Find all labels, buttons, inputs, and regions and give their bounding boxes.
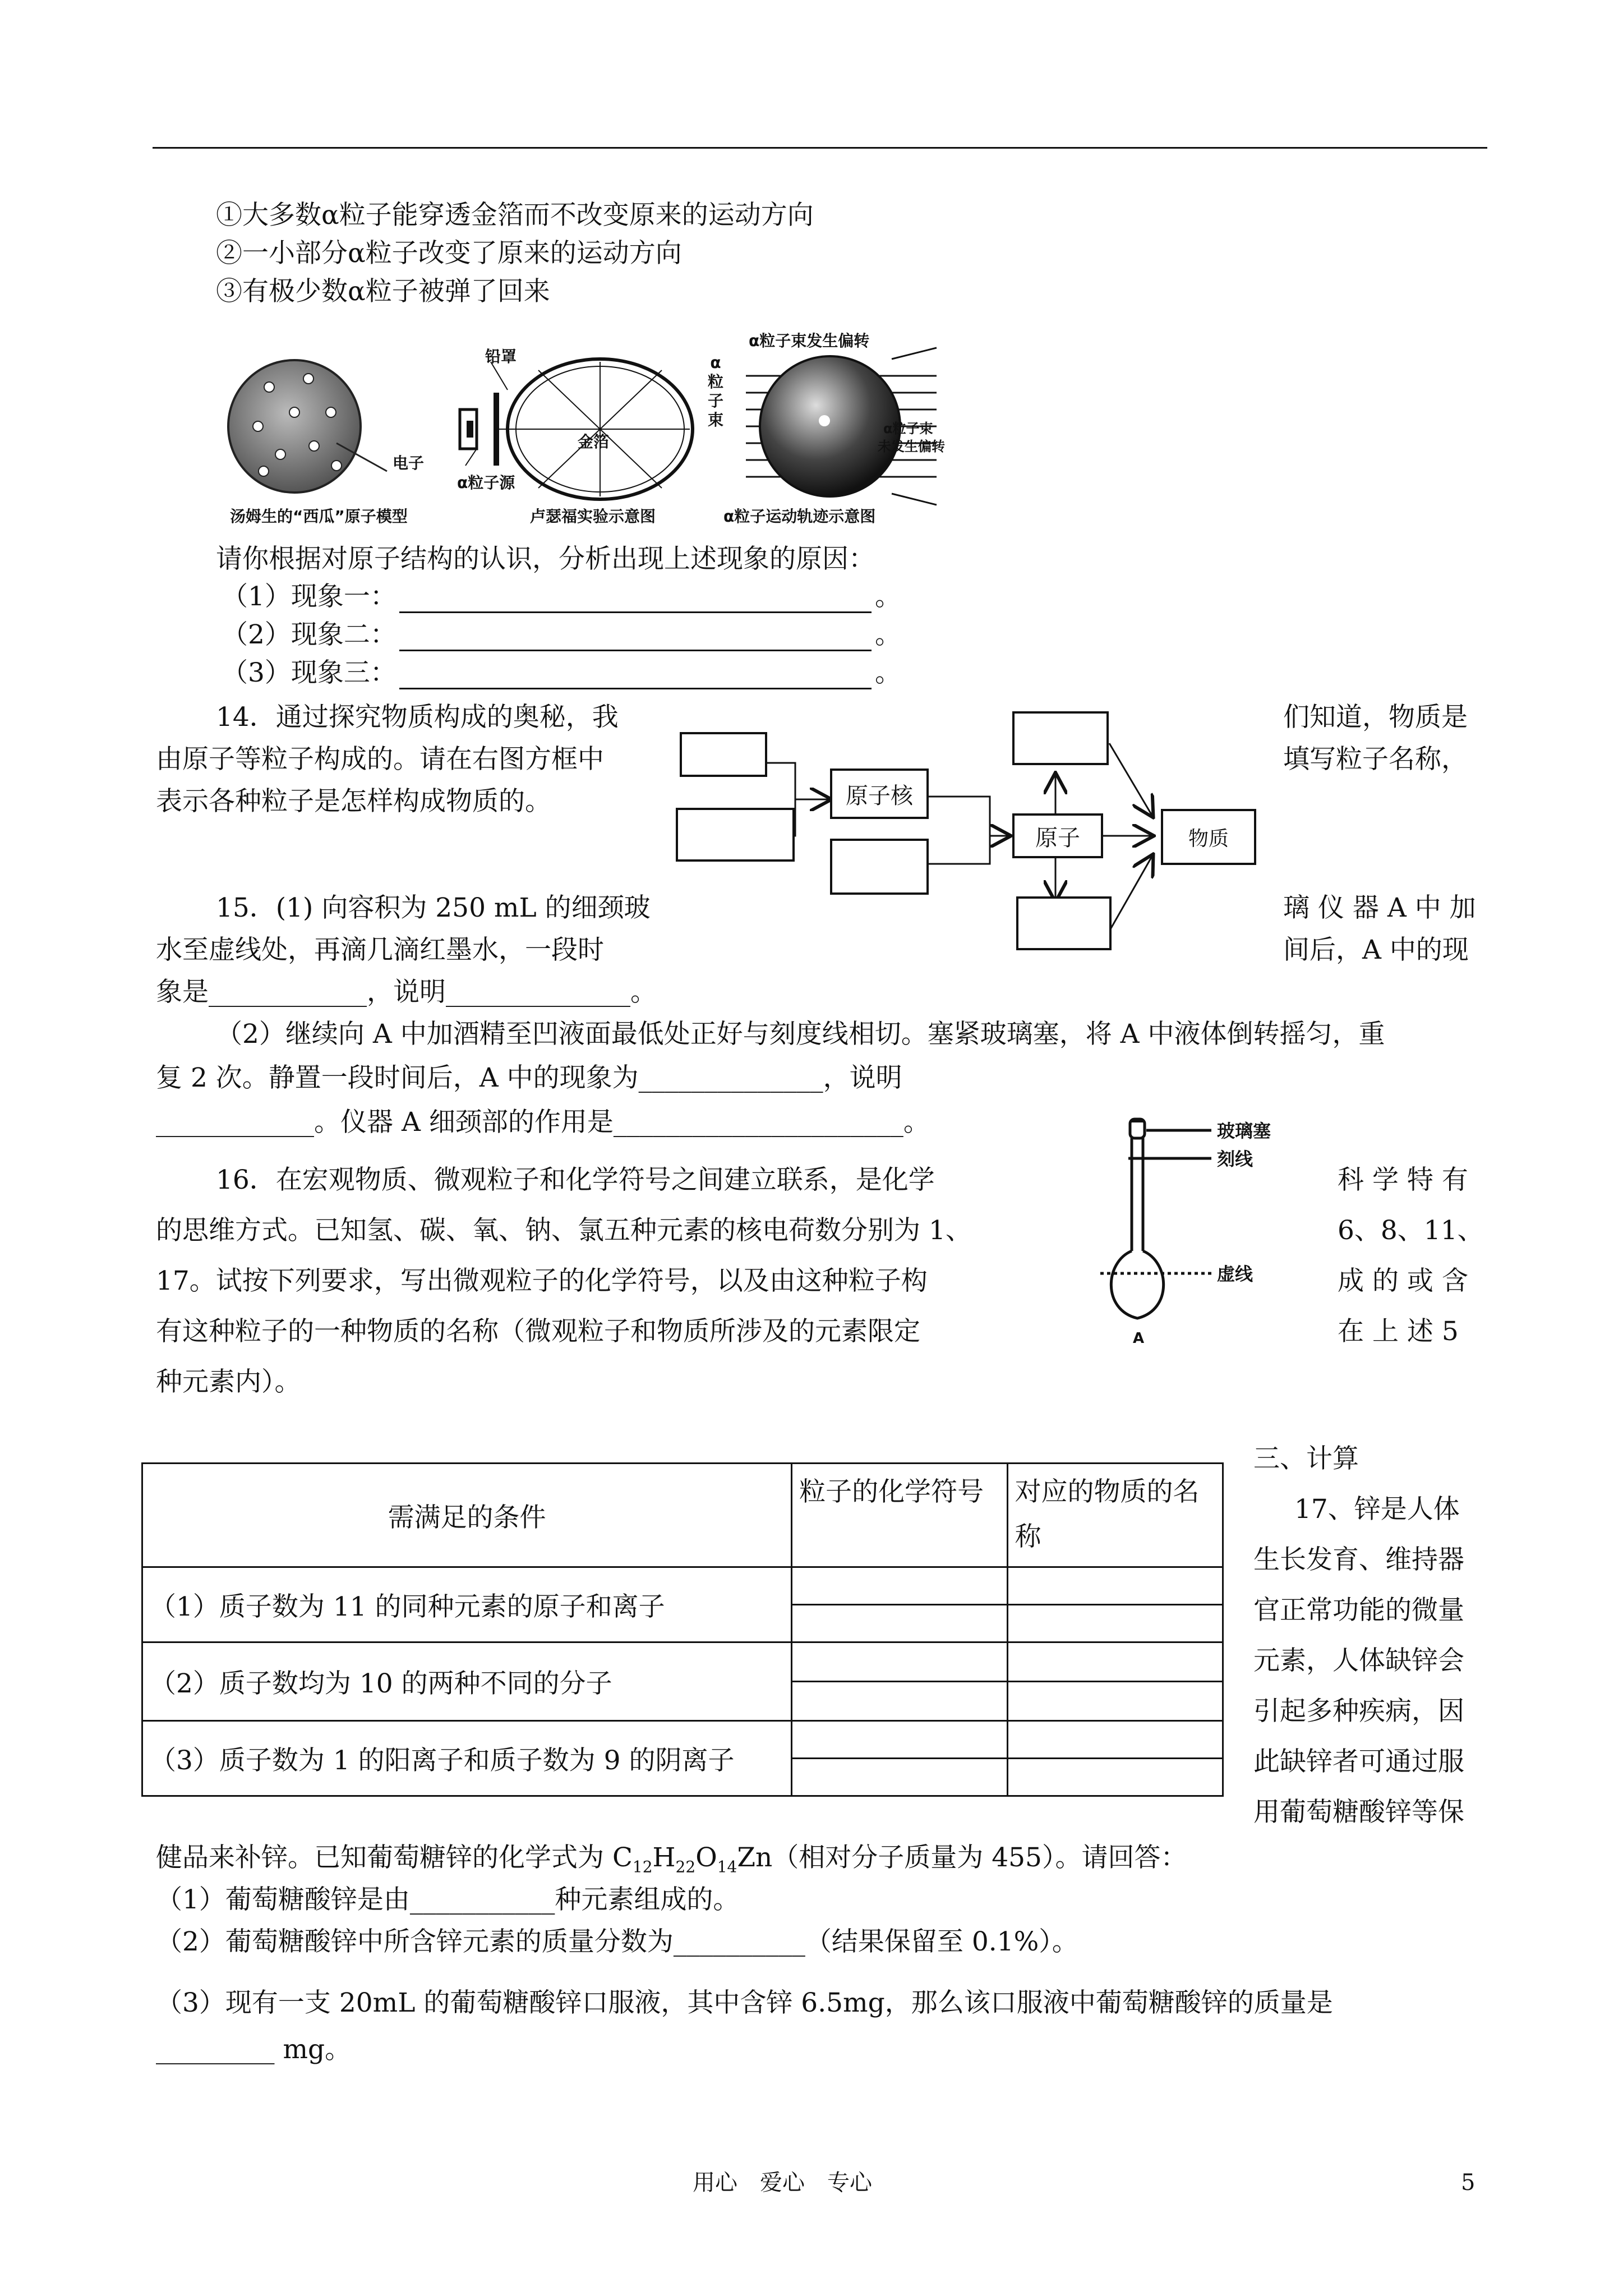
q17-formula-line	[156, 1842, 1187, 1883]
formula-subscript: 22	[675, 1857, 696, 1876]
q17-question-1: （1）葡萄糖酸锌是由___________种元素组成的。	[156, 1884, 740, 1915]
q16-line-2: 的思维方式。已知氢、碳、氧、钠、氯五种元素的核电荷数分别为 1、	[156, 1215, 972, 1246]
q16-line-1: 16．在宏观物质、微观粒子和化学符号之间建立联系，是化学	[216, 1165, 935, 1195]
section-heading: 三、计算	[1253, 1443, 1359, 1474]
q17-side-1: 17、锌是人体	[1294, 1494, 1460, 1525]
alpha-beam-right-label: α粒子束	[883, 421, 933, 436]
q16-right-2: 6、8、11、	[1338, 1215, 1484, 1246]
q14-line-2: 由原子等粒子构成的。请在右图方框中	[156, 744, 604, 775]
q16-line-5: 种元素内）。	[156, 1366, 301, 1397]
table-cell-input[interactable]	[1007, 1721, 1223, 1759]
q17-side-5: 引起多种疾病，因	[1253, 1696, 1464, 1727]
formula-subscript: 14	[717, 1857, 737, 1876]
formula-element: O	[695, 1842, 717, 1873]
table-row-condition: （2）质子数均为 10 的两种不同的分子	[142, 1642, 792, 1721]
table-cell-input[interactable]	[792, 1759, 1007, 1796]
q14-right-1: 们知道，物质是	[1283, 702, 1468, 733]
flask-name-label: A	[1133, 1330, 1145, 1347]
gold-foil-label: 金箔	[578, 432, 610, 451]
q16-right-3: 成 的 或 含	[1338, 1266, 1468, 1296]
particle-box-5[interactable]	[1016, 896, 1112, 950]
q17-side-6: 此缺锌者可通过服	[1253, 1746, 1464, 1777]
footer-motto: 用心 爱心 专心	[693, 2170, 872, 2196]
table-cell-input[interactable]	[792, 1682, 1007, 1721]
phenomenon-2: ②一小部分α粒子改变了原来的运动方向	[216, 238, 682, 269]
flask-dashline-label: 虚线	[1217, 1263, 1253, 1285]
table-header-substance: 对应的物质的名称	[1007, 1464, 1223, 1567]
alpha-beam-char: α	[710, 353, 721, 372]
rutherford-caption: 卢瑟福实验示意图	[530, 507, 656, 526]
page-number: 5	[1461, 2170, 1476, 2196]
q14-line-3: 表示各种粒子是怎样构成物质的。	[156, 786, 551, 817]
q17-side-3: 官正常功能的微量	[1253, 1595, 1464, 1626]
thomson-model-figure	[224, 348, 465, 516]
q17-question-3: （3）现有一支 20mL 的葡萄糖酸锌口服液，其中含锌 6.5mg，那么该口服液中葡萄糖酸锌的质量是	[156, 1987, 1333, 2018]
phenomenon-1: ①大多数α粒子能穿透金箔而不改变原来的运动方向	[216, 200, 814, 231]
table-cell-input[interactable]	[792, 1642, 1007, 1682]
q15-line-2: 水至虚线处，再滴几滴红墨水，一段时	[156, 935, 604, 965]
undeflected-label: 未发生偏转	[878, 439, 945, 454]
q16-right-4: 在 上 述 5	[1338, 1316, 1459, 1347]
q17-question-2: （2）葡萄糖酸锌中所含锌元素的质量分数为__________（结果保留至 0.1%）。	[156, 1926, 1078, 1957]
q17-side-7: 用葡萄糖酸锌等保	[1253, 1797, 1464, 1828]
q13-end-2: 。	[875, 619, 901, 650]
q13-item-1: （1）现象一：	[222, 581, 396, 612]
table-cell-input[interactable]	[1007, 1682, 1223, 1721]
q16-line-4: 有这种粒子的一种物质的名称（微观粒子和物质所涉及的元素限定	[156, 1316, 920, 1347]
nucleus-box: 原子核	[830, 769, 929, 819]
alpha-source-label: α粒子源	[457, 473, 515, 492]
lead-shield-label: 铅罩	[485, 347, 517, 366]
particle-box-2[interactable]	[676, 808, 795, 862]
alpha-beam-char: 子	[707, 392, 723, 410]
flask-stopper-label: 玻璃塞	[1217, 1120, 1271, 1142]
matter-box: 物质	[1161, 809, 1256, 865]
q15-line-3: 象是____________，说明______________。	[156, 977, 657, 1007]
q13-item-3: （3）现象三：	[222, 657, 396, 688]
atom-box: 原子	[1012, 813, 1103, 858]
thomson-caption: 汤姆生的“西瓜”原子模型	[230, 507, 408, 526]
table-row-condition: （3）质子数为 1 的阳离子和质子数为 9 的阴离子	[142, 1721, 792, 1796]
alpha-beam-label	[707, 353, 725, 430]
table-header-condition: 需满足的条件	[142, 1464, 792, 1567]
trajectory-caption: α粒子运动轨迹示意图	[723, 507, 876, 526]
formula-subscript: 12	[632, 1857, 653, 1876]
q15-line-1: 15．(1) 向容积为 250 mL 的细颈玻	[216, 892, 651, 923]
alpha-deflect-label: α粒子束发生偏转	[749, 332, 870, 350]
table-cell-input[interactable]	[1007, 1759, 1223, 1796]
electron-label: 电子	[393, 454, 425, 472]
q15-part2-line-1: （2）继续向 A 中加酒精至凹液面最低处正好与刻度线相切。塞紧玻璃塞，将 A 中液体倒转摇匀，重	[216, 1019, 1385, 1050]
formula-text: 健品来补锌。已知葡萄糖锌的化学式为 C	[156, 1842, 633, 1873]
q13-item-2: （2）现象二：	[222, 619, 396, 650]
q16-line-3: 17。试按下列要求，写出微观粒子的化学符号，以及由这种粒子构	[156, 1266, 928, 1296]
q15-part2-line-3: ____________。仪器 A 细颈部的作用是______________________。	[156, 1107, 930, 1138]
alpha-beam-char: 束	[707, 411, 723, 429]
q14-line-1: 14．通过探究物质构成的奥秘，我	[216, 702, 619, 733]
flask-mark-label: 刻线	[1217, 1148, 1253, 1170]
table-cell-input[interactable]	[1007, 1642, 1223, 1682]
q13-blank-1[interactable]	[399, 611, 872, 613]
q17-side-4: 元素，人体缺锌会	[1253, 1645, 1464, 1676]
formula-element: H	[652, 1842, 676, 1873]
q13-prompt: 请你根据对原子结构的认识，分析出现上述现象的原因：	[216, 544, 875, 574]
table-cell-input[interactable]	[1007, 1605, 1223, 1642]
q13-blank-3[interactable]	[399, 688, 872, 689]
particle-box-4[interactable]	[1012, 711, 1109, 765]
phenomenon-3: ③有极少数α粒子被弹了回来	[216, 276, 550, 307]
q15-part2-line-2: 复 2 次。静置一段时间后，A 中的现象为______________，说明	[156, 1062, 902, 1093]
q13-end-1: 。	[875, 581, 901, 612]
table-row-condition: （1）质子数为 11 的同种元素的原子和离子	[142, 1567, 792, 1642]
table-cell-input[interactable]	[792, 1721, 1007, 1759]
q17-side-2: 生长发育、维持器	[1253, 1544, 1464, 1575]
particle-box-1[interactable]	[680, 732, 767, 777]
q13-end-3: 。	[875, 657, 901, 688]
table-cell-input[interactable]	[792, 1605, 1007, 1642]
table-cell-input[interactable]	[792, 1567, 1007, 1605]
q16-right-1: 科 学 特 有	[1338, 1165, 1468, 1195]
alpha-beam-char: 粒	[707, 372, 723, 391]
q15-line-2-right: 间后，A 中的现	[1283, 935, 1469, 965]
header-rule	[153, 147, 1487, 149]
q13-blank-2[interactable]	[399, 650, 872, 651]
q15-line-1-right: 璃 仪 器 A 中 加	[1283, 892, 1476, 923]
table-header-symbol: 粒子的化学符号	[792, 1464, 1007, 1567]
q17-question-3-end: _________ mg。	[156, 2034, 352, 2065]
table-cell-input[interactable]	[1007, 1567, 1223, 1605]
particle-table	[141, 1462, 1224, 1797]
particle-box-3[interactable]	[830, 839, 929, 895]
formula-text: Zn（相对分子质量为 455）。请回答：	[737, 1842, 1187, 1873]
q14-right-2: 填写粒子名称，	[1283, 744, 1468, 775]
